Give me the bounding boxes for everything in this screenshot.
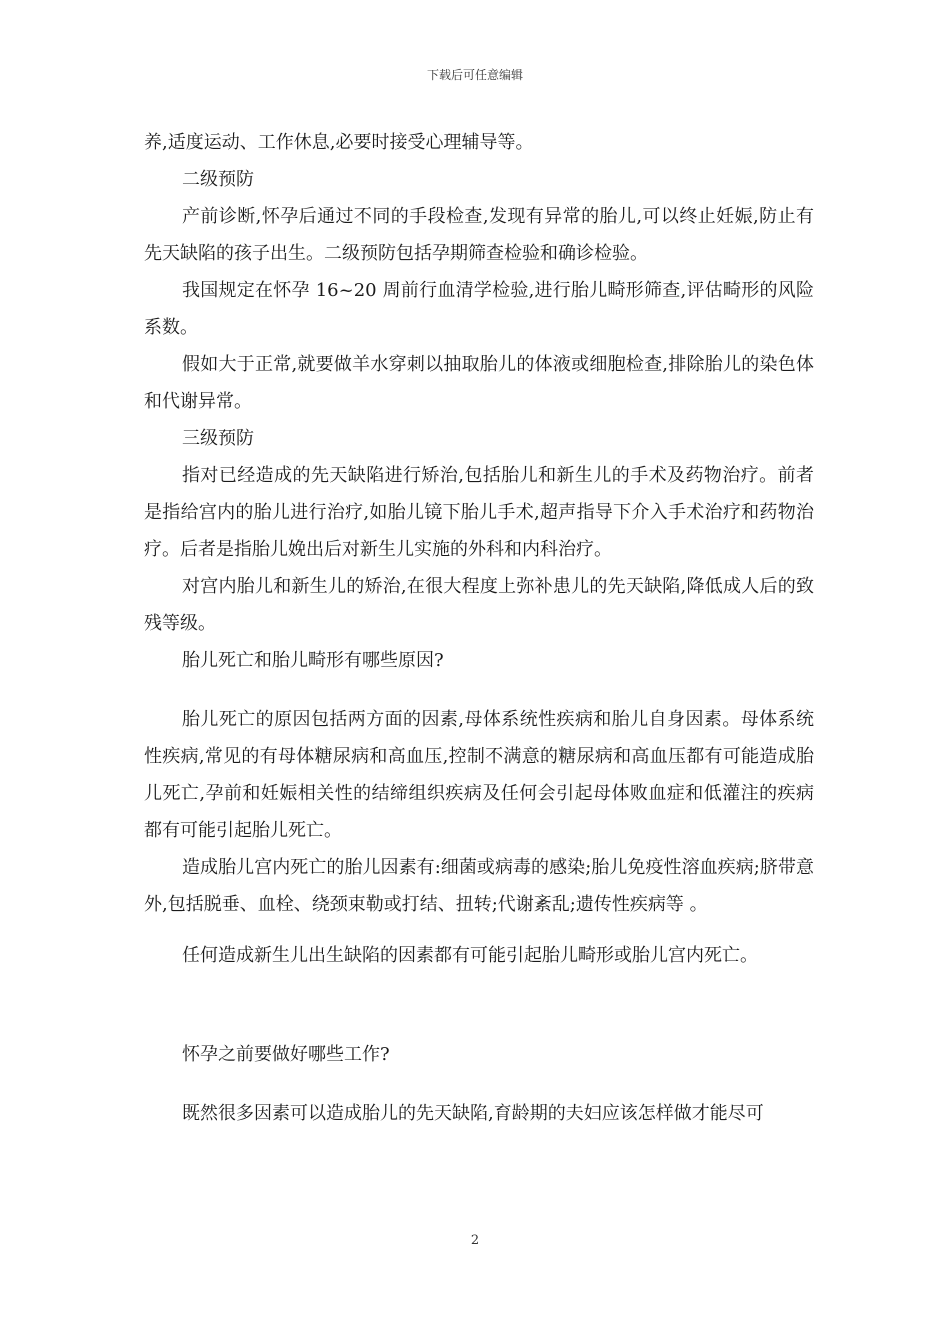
section-heading-secondary-prevention: 二级预防 — [182, 169, 254, 190]
paragraph: 产前诊断,怀孕后通过不同的手段检查,发现有异常的胎儿,可以终止妊娠,防止有先天缺陷的孩子出生。二级预防包括孕期筛查检验和确诊检验。 — [144, 206, 814, 264]
spacer — [144, 679, 814, 701]
question-heading: 胎儿死亡和胎儿畸形有哪些原因? — [182, 650, 444, 671]
paragraph: 既然很多因素可以造成胎儿的先天缺陷,育龄期的夫妇应该怎样做才能尽可 — [182, 1103, 764, 1124]
page-header: 下载后可任意编辑 — [426, 68, 523, 82]
document-body — [144, 124, 814, 1132]
paragraph: 对宫内胎儿和新生儿的矫治,在很大程度上弥补患儿的先天缺陷,降低成人后的致残等级。 — [144, 576, 814, 634]
paragraph: 我国规定在怀孕 16~20 周前行血清学检验,进行胎儿畸形筛查,评估畸形的风险系数。 — [144, 280, 814, 338]
paragraph: 任何造成新生儿出生缺陷的因素都有可能引起胎儿畸形或胎儿宫内死亡。 — [182, 945, 758, 966]
section-heading-tertiary-prevention: 三级预防 — [182, 428, 254, 449]
page-number: 2 — [470, 1233, 480, 1248]
paragraph: 造成胎儿宫内死亡的胎儿因素有:细菌或病毒的感染;胎儿免疫性溶血疾病;脐带意外,包括脱垂、血栓、绕颈束勒或打结、扭转;代谢紊乱;遗传性疾病等 。 — [144, 857, 814, 915]
spacer — [144, 923, 814, 937]
spacer — [144, 1073, 814, 1095]
paragraph: 养,适度运动、工作休息,必要时接受心理辅导等。 — [144, 132, 534, 153]
spacer — [144, 974, 814, 1036]
paragraph: 指对已经造成的先天缺陷进行矫治,包括胎儿和新生儿的手术及药物治疗。前者是指给宫内的胎儿进行治疗,如胎儿镜下胎儿手术,超声指导下介入手术治疗和药物治疗。后者是指胎儿娩出后对新生儿实施的外科和内科治疗。 — [144, 465, 814, 560]
paragraph: 胎儿死亡的原因包括两方面的因素,母体系统性疾病和胎儿自身因素。母体系统性疾病,常见的有母体糖尿病和高血压,控制不满意的糖尿病和高血压都有可能造成胎儿死亡,孕前和妊娠相关性的结缔组织疾病及任何会引起母体败血症和低灌注的疾病都有可能引起胎儿死亡。 — [144, 709, 814, 841]
paragraph: 假如大于正常,就要做羊水穿刺以抽取胎儿的体液或细胞检查,排除胎儿的染色体和代谢异常。 — [144, 354, 814, 412]
question-heading: 怀孕之前要做好哪些工作? — [182, 1044, 390, 1065]
